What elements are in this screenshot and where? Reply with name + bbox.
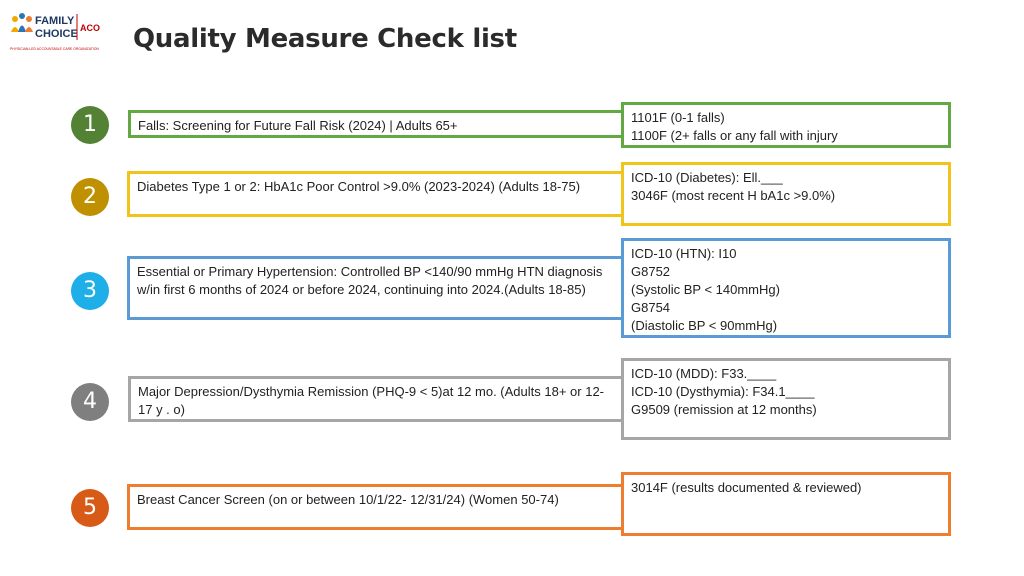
logo-line2: CHOICE — [35, 28, 78, 40]
measure-text: Major Depression/Dysthymia Remission (PHQ-9 < 5)at 12 mo. (Adults 18+ or 12-17 y . o) — [138, 384, 605, 417]
code-line: ICD-10 (HTN): I10 — [631, 246, 737, 261]
logo-line1: FAMILY — [35, 15, 75, 27]
family-choice-aco-logo — [8, 10, 100, 54]
measure-description — [127, 256, 624, 320]
measure-description — [127, 484, 624, 530]
measure-description — [128, 376, 624, 422]
code-line: G8754 — [631, 300, 671, 315]
logo-aco: ACO — [80, 23, 100, 33]
measure-number-badge: 4 — [71, 383, 109, 421]
measure-text: Essential or Primary Hypertension: Controlled BP <140/90 mmHg HTN diagnosis w/in first 6 months of 2024 or before 2024, continuing into 2024.(Adults 18-85) — [137, 264, 603, 297]
code-line: ICD-10 (Diabetes): Ell.___ — [631, 170, 783, 185]
logo-tagline: PHYSICIAN-LED ACCOUNTABLE CARE ORGANIZATION — [10, 47, 99, 51]
code-line: 3046F (most recent H bA1c >9.0%) — [631, 188, 836, 203]
measure-description — [127, 171, 624, 217]
measure-codes — [621, 102, 951, 148]
measure-codes — [621, 162, 951, 226]
code-line: 1100F (2+ falls or any fall with injury — [631, 128, 838, 143]
page-title: Quality Measure Check list — [133, 24, 517, 54]
measure-codes — [621, 238, 951, 338]
code-line: (Systolic BP < 140mmHg) — [631, 282, 780, 297]
measure-text: Falls: Screening for Future Fall Risk (2024) | Adults 65+ — [138, 118, 458, 133]
measure-text: Breast Cancer Screen (on or between 10/1/22- 12/31/24) (Women 50-74) — [137, 492, 559, 507]
measure-number-badge: 5 — [71, 489, 109, 527]
code-line: ICD-10 (Dysthymia): F34.1____ — [631, 384, 815, 399]
measure-number-badge: 3 — [71, 272, 109, 310]
code-line: G9509 (remission at 12 months) — [631, 402, 817, 417]
measure-description — [128, 110, 624, 138]
people-icon — [11, 13, 33, 32]
measure-number-badge: 1 — [71, 106, 109, 144]
code-line: ICD-10 (MDD): F33.____ — [631, 366, 777, 381]
code-line: 3014F (results documented & reviewed) — [631, 480, 862, 495]
measure-codes — [621, 358, 951, 440]
measure-codes — [621, 472, 951, 536]
code-line: (Diastolic BP < 90mmHg) — [631, 318, 778, 333]
measure-number-badge: 2 — [71, 178, 109, 216]
code-line: G8752 — [631, 264, 671, 279]
code-line: 1101F (0-1 falls) — [631, 110, 725, 125]
measure-text: Diabetes Type 1 or 2: HbA1c Poor Control >9.0% (2023-2024) (Adults 18-75) — [137, 179, 581, 194]
